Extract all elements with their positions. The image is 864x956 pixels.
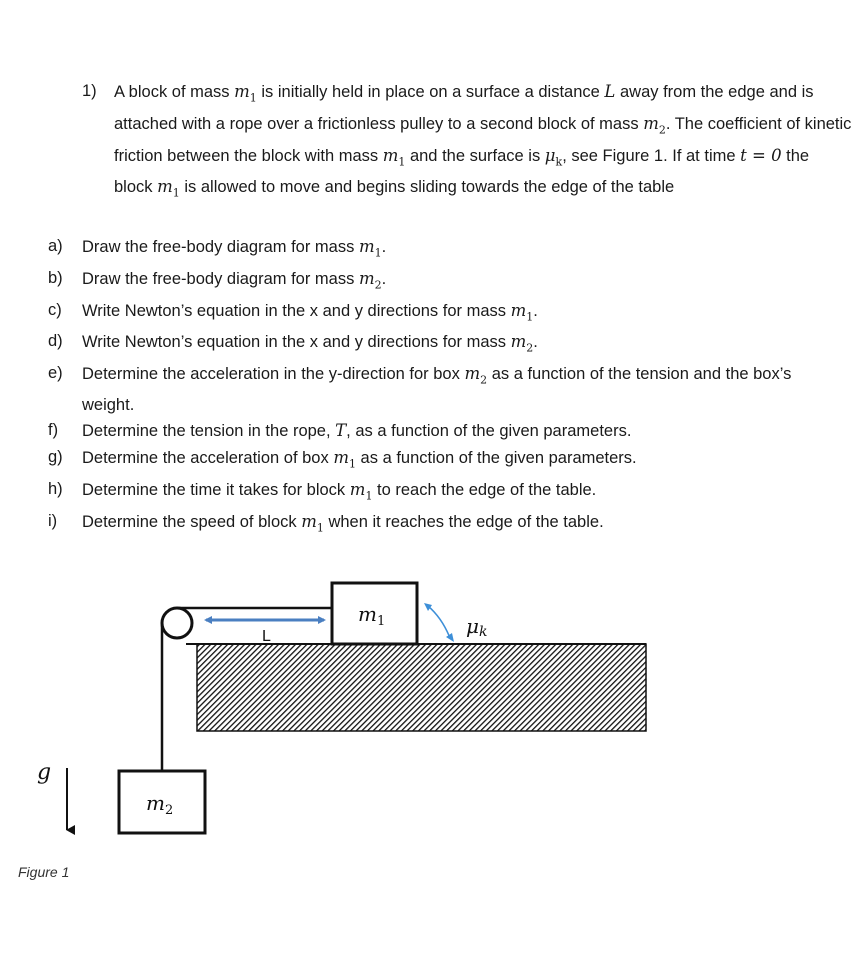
friction-label: μk: [466, 614, 488, 640]
block-m2-label: $m_2$: [146, 791, 174, 818]
var-L: L: [604, 82, 616, 101]
question-i: i) Determine the speed of block $m_1$ when it reaches the edge of the table.: [48, 511, 604, 534]
figure-diagram: [0, 560, 864, 900]
var-t0: t = 0: [740, 145, 782, 165]
distance-label: L: [262, 628, 271, 645]
question-b: b) Draw the free-body diagram for mass $m_2$.: [48, 268, 387, 292]
problem-text: A block of mass $m_1$ is initially held in place on a surface a distance L away from the edge and is attached with a rope over a frictionless pulley to a second block of mass $m_2$. The coefficient of kinetic friction between the block with mass $m_1$ and the surface is $\mu_k$, see Figure 1. If at time t = 0 the block $m_1$ is allowed to move and begins sliding towards the edge of the table: [114, 82, 852, 200]
figure-caption: Figure 1: [18, 864, 70, 880]
var-m1: $m_1$: [157, 177, 180, 200]
question-e: e) Determine the acceleration in the y-direction for box $m_2$ as a function of the tension and the box’s weight.: [48, 364, 792, 414]
table: [197, 644, 646, 731]
question-g: g) Determine the acceleration of box $m_1$ as a function of the given parameters.: [48, 447, 637, 471]
var-mu-k: $\mu_k$: [544, 145, 563, 168]
var-m1: $m_1$: [382, 145, 406, 168]
friction-arrow: [428, 606, 450, 638]
problem-number: 1): [82, 82, 97, 100]
problem-statement: [82, 79, 852, 206]
question-d: d) Write Newton’s equation in the x and y directions for mass $m_2$.: [48, 332, 538, 355]
question-h: h) Determine the time it takes for block $m_1$ to reach the edge of the table.: [48, 479, 597, 503]
question-list: [48, 234, 828, 540]
block-m1-label: $m_1$: [358, 602, 386, 629]
var-m2: $m_2$: [643, 113, 666, 137]
question-f: f) Determine the tension in the rope, T, as a function of the given parameters.: [48, 421, 632, 441]
gravity-label: g: [37, 760, 52, 785]
question-a: a) Draw the free-body diagram for mass $m_1$.: [48, 237, 387, 260]
question-c: c) Write Newton’s equation in the x and y directions for mass $m_1$.: [48, 300, 538, 323]
pulley: [162, 608, 192, 638]
var-m1: $m_1$: [234, 82, 257, 105]
